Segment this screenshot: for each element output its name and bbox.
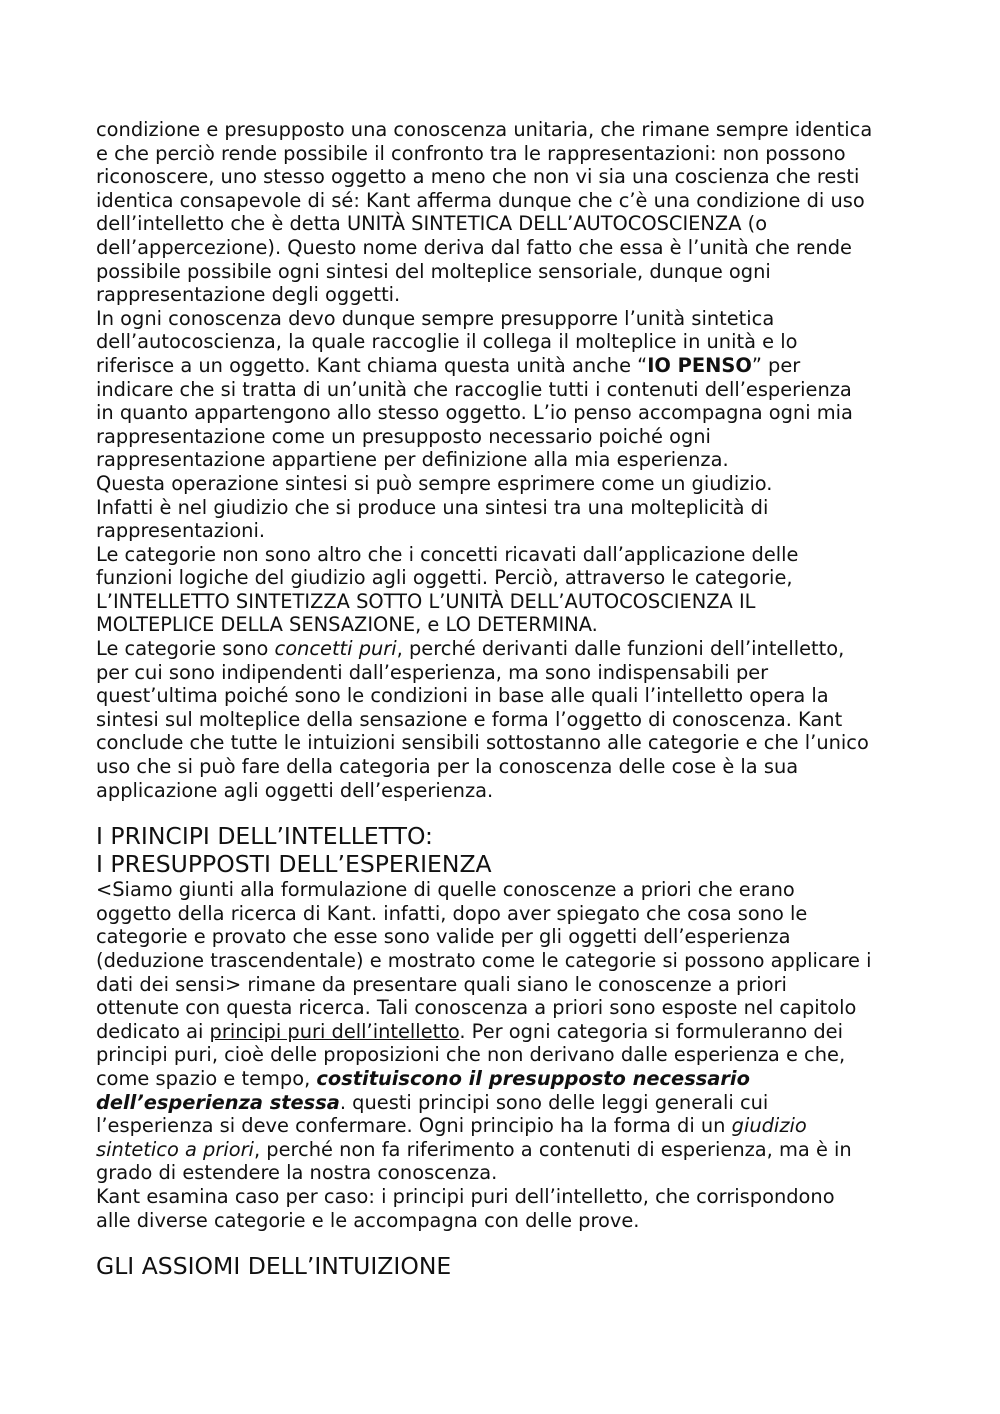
text-line: Le categorie non sono altro che i concetti ricavati dall’applicazione delle	[96, 542, 799, 566]
text-line: grado di estendere la nostra conoscenza.	[96, 1161, 498, 1185]
text-line: L’INTELLETTO SINTETIZZA SOTTO L’UNITÀ DELL’AUTOCOSCIENZA IL	[96, 589, 756, 613]
text-line: Infatti è nel giudizio che si produce una sintesi tra una molteplicità di	[96, 495, 769, 519]
italic-emphasis: giudizio	[731, 1114, 807, 1138]
bold-italic-emphasis: costituiscono il presupposto necessario	[316, 1066, 750, 1090]
text-line: (deduzione trascendentale) e mostrato come le categorie si possono applicare i	[96, 949, 872, 972]
text-line: In ogni conoscenza devo dunque sempre presupporre l’unità sintetica	[96, 306, 775, 330]
text-line: <Siamo giunti alla formulazione di quelle conoscenze a priori che erano	[96, 878, 795, 902]
text-run: . Per ogni categoria si formuleranno dei	[459, 1019, 843, 1043]
heading-line: I PRESUPPOSTI DELL’ESPERIENZA	[96, 850, 492, 879]
text-line: per cui sono indipendenti dall’esperienza, ma sono indispensabili per	[96, 660, 769, 684]
text-line: indicare che si tratta di un’unità che raccoglie tutti i contenuti dell’esperienza	[96, 377, 852, 401]
text-run: Le categorie sono	[96, 637, 275, 661]
paragraph-block-1	[96, 118, 911, 802]
text-line: MOLTEPLICE DELLA SENSAZIONE, e LO DETERMINA.	[96, 613, 598, 637]
text-line	[96, 354, 911, 378]
text-line: conclude che tutte le intuizioni sensibili sottostanno alle categorie e che l’unico	[96, 731, 869, 755]
text-line: applicazione agli oggetti dell’esperienza.	[96, 778, 494, 802]
text-line: quest’ultima poiché sono le condizioni in base alle quali l’intelletto opera la	[96, 684, 829, 708]
text-line: rappresentazioni.	[96, 519, 266, 543]
text-line	[96, 1114, 911, 1138]
text-line: possibile possibile ogni sintesi del molteplice sensoriale, dunque ogni	[96, 259, 771, 283]
text-line	[96, 1067, 911, 1091]
text-line: alle diverse categorie e le accompagna con delle prove.	[96, 1208, 640, 1232]
text-line	[96, 1138, 911, 1162]
text-line	[96, 637, 911, 661]
bold-italic-emphasis: dell’esperienza stessa	[96, 1090, 340, 1114]
text-line: oggetto della ricerca di Kant. infatti, dopo aver spiegato che cosa sono le	[96, 901, 808, 925]
text-line: dell’appercezione). Questo nome deriva dal fatto che essa è l’unità che rende	[96, 235, 852, 259]
text-line: identica consapevole di sé: Kant afferma dunque che c’è una condizione di uso	[96, 188, 865, 212]
text-run: . questi principi sono delle leggi generali cui	[339, 1090, 769, 1114]
text-line: riconoscere, uno stesso oggetto a meno che non vi sia una coscienza che resti	[96, 165, 860, 189]
text-run: come spazio e tempo,	[96, 1066, 317, 1090]
text-run: riferisce a un oggetto. Kant chiama questa unità anche “	[96, 353, 648, 377]
io-penso-bold: IO PENSO	[647, 353, 752, 377]
text-line: sintesi sul molteplice della sensazione e forma l’oggetto di conoscenza. Kant	[96, 707, 843, 731]
text-line: principi puri, cioè delle proposizioni che non derivano dalle esperienza e che,	[96, 1043, 846, 1067]
heading-line: I PRINCIPI DELL’INTELLETTO:	[96, 822, 433, 851]
concetti-puri-italic: concetti puri	[274, 637, 397, 661]
section-heading-principi	[96, 822, 911, 878]
text-run: l’esperienza si deve confermare. Ogni principio ha la forma di un	[96, 1114, 732, 1138]
text-run: , perché non fa riferimento a contenuti di esperienza, ma è in	[253, 1137, 852, 1161]
text-line: ottenute con questa ricerca. Tali conoscenza a priori sono esposte nel capitolo	[96, 996, 857, 1020]
paragraph-block-2	[96, 878, 911, 1232]
text-line: categorie e provato che esse sono valide per gli oggetti dell’esperienza	[96, 925, 791, 949]
text-run: dedicato ai	[96, 1019, 210, 1043]
text-run: ” per	[751, 353, 801, 377]
text-line: rappresentazione come un presupposto necessario poiché ogni	[96, 424, 711, 448]
text-line: Questa operazione sintesi si può sempre esprimere come un giudizio.	[96, 471, 773, 495]
text-line: funzioni logiche del giudizio agli oggetti. Perciò, attraverso le categorie,	[96, 566, 793, 590]
text-line: rappresentazione appartiene per definizione alla mia esperienza.	[96, 448, 729, 472]
italic-emphasis: sintetico a priori	[96, 1137, 254, 1161]
text-line: Kant esamina caso per caso: i principi puri dell’intelletto, che corrispondono	[96, 1184, 835, 1208]
principi-puri-underline: principi puri dell’intelletto	[209, 1019, 460, 1043]
text-line: dati dei sensi> rimane da presentare quali siano le conoscenze a priori	[96, 972, 787, 996]
document-page	[96, 118, 911, 1280]
text-line: dell’autocoscienza, la quale raccoglie il collega il molteplice in unità e lo	[96, 330, 798, 354]
text-line: in quanto appartengono allo stesso oggetto. L’io penso accompagna ogni mia	[96, 401, 853, 425]
text-line: condizione e presupposto una conoscenza unitaria, che rimane sempre identica	[96, 118, 873, 141]
text-line: rappresentazione degli oggetti.	[96, 283, 401, 307]
text-line: uso che si può fare della categoria per la conoscenza delle cose è la sua	[96, 755, 799, 779]
text-line	[96, 1020, 911, 1044]
section-heading-assiomi: GLI ASSIOMI DELL’INTUIZIONE	[96, 1252, 452, 1281]
text-run: , perché derivanti dalle funzioni dell’intelletto,	[396, 637, 845, 661]
text-line: e che perciò rende possibile il confronto tra le rappresentazioni: non possono	[96, 141, 846, 165]
text-line: dell’intelletto che è detta UNITÀ SINTETICA DELL’AUTOCOSCIENZA (o	[96, 212, 768, 236]
text-line	[96, 1091, 911, 1115]
